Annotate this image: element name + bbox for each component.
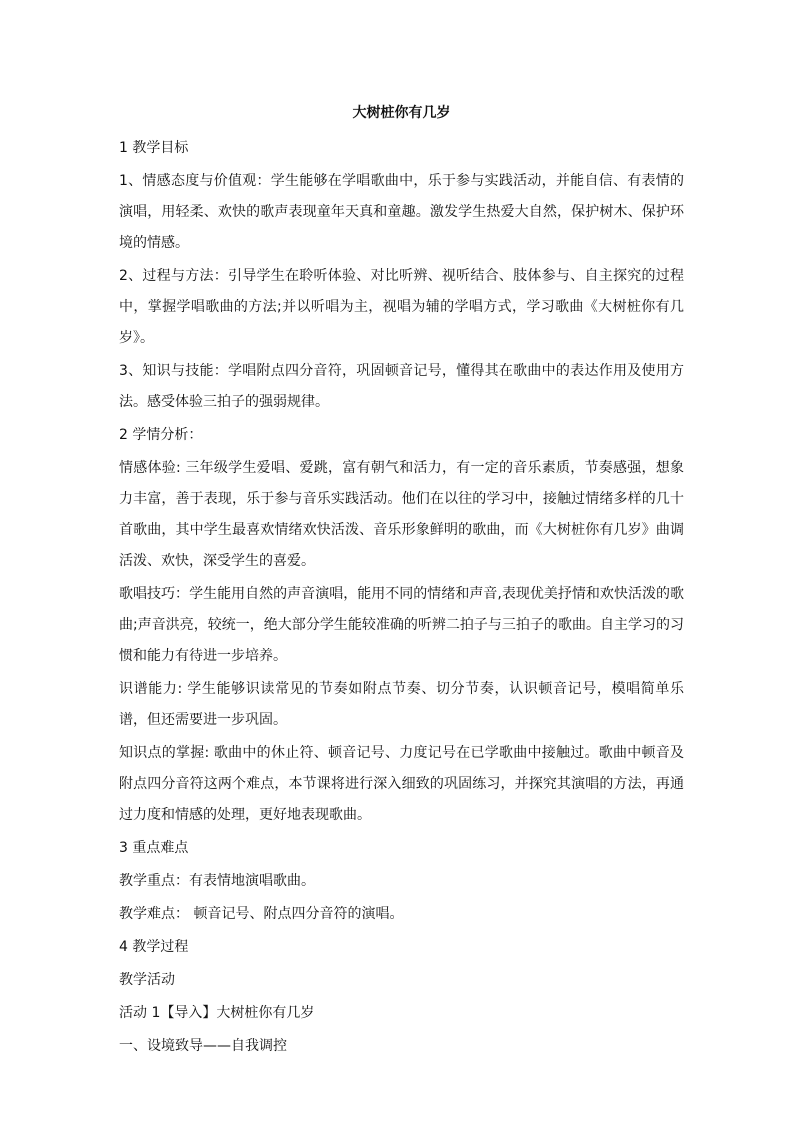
- paragraph-knowledge-skills: 3、知识与技能：学唱附点四分音符，巩固顿音记号，懂得其在歌曲中的表达作用及使用方法。感受体验三拍子的强弱规律。: [119, 363, 684, 410]
- paragraph-emotional-experience: 情感体验: 三年级学生爱唱、爱跳，富有朝气和活力，有一定的音乐素质，节奏感强，想象力丰富，善于表现，乐于参与音乐实践活动。他们在以往的学习中，接触过情绪多样的几十首歌曲，其中学生最喜欢情绪欢快活泼、音乐形象鲜明的歌曲，而《大树桩你有几岁》曲调活泼、欢快，深受学生的喜爱。: [119, 460, 684, 569]
- paragraph-knowledge-points: 知识点的掌握: 歌曲中的休止符、顿音记号、力度记号在已学歌曲中接触过。歌曲中顿音及附点四分音符这两个难点，本节课将进行深入细致的巩固练习，并探究其演唱的方法，再通过力度和情感的处理，更好地表现歌曲。: [119, 745, 684, 823]
- paragraph-singing-skills: 歌唱技巧：学生能用自然的声音演唱，能用不同的情绪和声音,表现优美抒情和欢快活泼的歌曲;声音洪亮，较统一，绝大部分学生能较准确的听辨二拍子与三拍子的歌曲。自主学习的习惯和能力有待进一步培养。: [119, 586, 684, 664]
- paragraph-activity-1: 活动 1【导入】大树桩你有几岁: [119, 1005, 315, 1021]
- heading-key-difficulties: 3 重点难点: [119, 840, 189, 856]
- document-title: 大树桩你有几岁: [352, 105, 451, 121]
- paragraph-teaching-focus: 教学重点：有表情地演唱歌曲。: [119, 873, 315, 889]
- paragraph-emotion-values: 1、情感态度与价值观：学生能够在学唱歌曲中，乐于参与实践活动，并能自信、有表情的演唱，用轻柔、欢快的歌声表现童年天真和童趣。激发学生热爱大自然，保护树木、保护环境的情感。: [119, 173, 684, 251]
- paragraph-teaching-difficulty: 教学难点： 顿音记号、附点四分音符的演唱。: [119, 906, 404, 922]
- paragraph-process-methods: 2、过程与方法：引导学生在聆听体验、对比听辨、视听结合、肢体参与、自主探究的过程中，掌握学唱歌曲的方法;并以听唱为主，视唱为辅的学唱方式，学习歌曲《大树桩你有几岁》。: [119, 268, 684, 346]
- heading-teaching-goals: 1 教学目标: [119, 140, 189, 156]
- heading-learner-analysis: 2 学情分析：: [119, 427, 203, 443]
- document-body: [119, 103, 684, 1064]
- heading-teaching-process: 4 教学过程: [119, 939, 189, 955]
- paragraph-notation-reading: 识谱能力: 学生能够识读常见的节奏如附点节奏、切分节奏，认识顿音记号，模唱简单乐谱，但还需要进一步巩固。: [119, 681, 684, 728]
- paragraph-section-1: 一、设境致导——自我调控: [119, 1038, 287, 1054]
- paragraph-teaching-activities: 教学活动: [119, 972, 175, 988]
